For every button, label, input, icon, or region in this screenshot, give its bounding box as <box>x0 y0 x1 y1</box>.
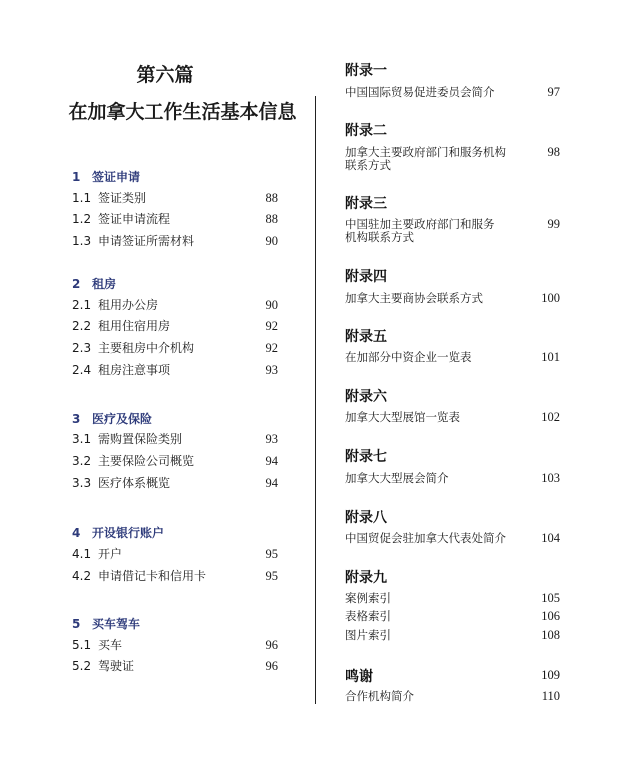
toc-entry[interactable]: 2.3 主要租房中介机构 92 <box>72 341 278 355</box>
appendix-heading: 附录四 <box>345 269 387 285</box>
appendix-entry[interactable]: 加拿大大型展馆一览表 102 <box>345 410 560 424</box>
section-heading: 4 开设银行账户 <box>72 526 165 540</box>
toc-entry[interactable]: 5.2 驾驶证 96 <box>72 659 278 673</box>
appendix-entry[interactable]: 加拿大主要政府部门和服务机构 联系方式 98 <box>345 145 560 172</box>
appendix-entry[interactable]: 加拿大主要商协会联系方式 100 <box>345 291 560 305</box>
appendix-heading: 附录九 <box>345 570 387 586</box>
appendix-entry[interactable]: 案例索引 105 <box>345 591 560 605</box>
appendix-entry[interactable]: 加拿大大型展会简介 103 <box>345 471 560 485</box>
acknowledgement-heading[interactable]: 鸣谢 109 <box>345 668 560 685</box>
part-subtitle: 在加拿大工作生活基本信息 <box>68 101 297 123</box>
toc-entry[interactable]: 3.3 医疗体系概览 94 <box>72 476 278 490</box>
toc-entry[interactable]: 3.1 需购置保险类别 93 <box>72 432 278 446</box>
toc-entry[interactable]: 2.2 租用住宿用房 92 <box>72 319 278 333</box>
toc-entry[interactable]: 4.1 开户 95 <box>72 547 278 561</box>
toc-entry[interactable]: 1.1 签证类别 88 <box>72 191 278 205</box>
appendix-entry[interactable]: 中国国际贸易促进委员会简介 97 <box>345 85 560 99</box>
section-heading: 1 签证申请 <box>72 170 141 184</box>
appendix-entry[interactable]: 中国驻加主要政府部门和服务 机构联系方式 99 <box>345 217 560 244</box>
appendix-entry[interactable]: 合作机构简介 110 <box>345 689 560 703</box>
toc-entry[interactable]: 4.2 申请借记卡和信用卡 95 <box>72 569 278 583</box>
appendix-entry[interactable]: 图片索引 108 <box>345 628 560 642</box>
appendix-entry[interactable]: 表格索引 106 <box>345 609 560 623</box>
toc-entry[interactable]: 2.4 租房注意事项 93 <box>72 363 278 377</box>
toc-entry[interactable]: 3.2 主要保险公司概览 94 <box>72 454 278 468</box>
section-heading: 5 买车驾车 <box>72 617 141 631</box>
appendix-heading: 附录一 <box>345 63 387 79</box>
section-heading: 3 医疗及保险 <box>72 412 153 426</box>
toc-entry[interactable]: 2.1 租用办公房 90 <box>72 298 278 312</box>
appendix-heading: 附录二 <box>345 123 387 139</box>
appendix-entry[interactable]: 中国贸促会驻加拿大代表处简介 104 <box>345 531 560 545</box>
column-divider <box>315 96 316 704</box>
appendix-heading: 附录五 <box>345 329 387 345</box>
section-heading: 2 租房 <box>72 277 117 291</box>
toc-entry[interactable]: 1.3 申请签证所需材料 90 <box>72 234 278 248</box>
appendix-heading: 附录六 <box>345 389 387 405</box>
appendix-heading: 附录七 <box>345 449 387 465</box>
appendix-heading: 附录八 <box>345 510 387 526</box>
part-title: 第六篇 <box>136 64 194 86</box>
toc-entry[interactable]: 5.1 买车 96 <box>72 638 278 652</box>
appendix-heading: 附录三 <box>345 196 387 212</box>
appendix-entry[interactable]: 在加部分中资企业一览表 101 <box>345 350 560 364</box>
toc-entry[interactable]: 1.2 签证申请流程 88 <box>72 212 278 226</box>
